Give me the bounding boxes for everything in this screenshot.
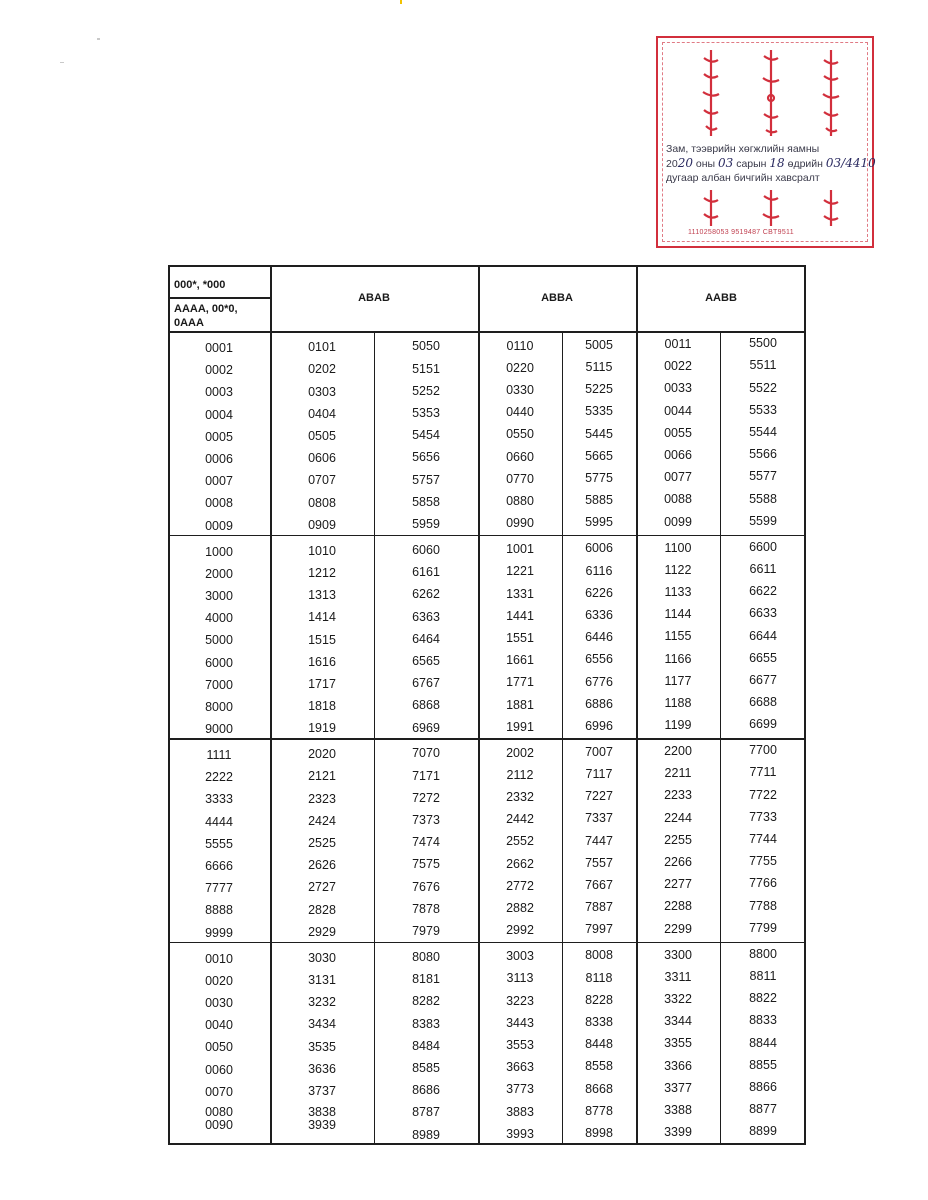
table-cell-abba-1: 2552 xyxy=(506,834,534,849)
table-cell-abab-1: 2323 xyxy=(308,791,336,806)
table-cell-first: 4444 xyxy=(205,814,233,829)
stamp-letter-number-handwritten: 03/4410 xyxy=(825,156,876,170)
table-cell-first: 3000 xyxy=(205,588,233,603)
table-cell-aabb-2: 8833 xyxy=(749,1013,777,1028)
table-cell-first: 0008 xyxy=(205,496,233,511)
table-cell-aabb-1: 3366 xyxy=(664,1058,692,1073)
table-cell-abab-1: 0808 xyxy=(308,495,336,510)
table-cell-abba-1: 3553 xyxy=(506,1037,534,1052)
table-cell-aabb-2: 5588 xyxy=(749,491,777,506)
official-stamp xyxy=(656,36,874,248)
table-cell-abab-2: 8585 xyxy=(412,1060,440,1075)
table-cell-abba-2: 7667 xyxy=(585,878,613,892)
table-cell-abab-1: 0404 xyxy=(308,406,336,421)
table-cell-abab-1: 3737 xyxy=(308,1083,336,1098)
table-cell-aabb-1: 3311 xyxy=(664,969,692,984)
table-cell-aabb-2: 8811 xyxy=(749,968,777,983)
table-cell-abba-1: 0110 xyxy=(506,338,534,353)
table-cell-aabb-1: 1177 xyxy=(664,673,692,688)
table-cell-abba-1: 3883 xyxy=(506,1104,534,1119)
table-cell-aabb-1: 2277 xyxy=(664,877,692,892)
table-cell-first: 7777 xyxy=(205,881,233,896)
table-cell-abab-2: 6565 xyxy=(412,653,440,668)
table-cell-abba-2: 8008 xyxy=(585,948,613,963)
table-cell-abba-1: 1441 xyxy=(506,608,534,623)
table-cell-abab-2: 7474 xyxy=(412,835,440,850)
table-cell-aabb-1: 2255 xyxy=(664,832,692,847)
table-cell-abba-2: 5115 xyxy=(585,360,613,374)
table-cell-aabb-1: 3377 xyxy=(664,1080,692,1095)
table-cell-aabb-1: 2211 xyxy=(664,766,692,781)
table-cell-abab-2: 6363 xyxy=(412,609,440,624)
table-cell-first: 6666 xyxy=(205,859,233,873)
table-cell-first: 4000 xyxy=(205,611,233,626)
table-cell-abba-2: 5005 xyxy=(585,337,613,352)
table-cell-abab-1: 3232 xyxy=(308,995,336,1010)
table-cell-abba-2: 8448 xyxy=(585,1037,613,1052)
table-cell-first: 0030 xyxy=(205,995,233,1010)
table-cell-abba-1: 1771 xyxy=(506,675,534,690)
table-cell-abab-1: 3131 xyxy=(308,972,336,987)
table-cell-aabb-2: 7700 xyxy=(749,743,777,758)
table-cell-abab-2: 5757 xyxy=(412,472,440,487)
table-cell-abab-1: 2727 xyxy=(308,880,336,895)
table-cell-aabb-1: 2266 xyxy=(664,855,692,869)
table-cell-aabb-1: 0033 xyxy=(664,381,692,396)
table-cell-abba-1: 2992 xyxy=(506,923,534,938)
table-cell-first: 6000 xyxy=(205,655,233,670)
table-cell-abba-1: 3443 xyxy=(506,1015,534,1030)
header-group-aabb: AABB xyxy=(705,292,737,304)
table-cell-abba-1: 2002 xyxy=(506,745,534,760)
table-cell-aabb-2: 8855 xyxy=(749,1057,777,1072)
table-cell-abab-2: 6060 xyxy=(412,542,440,557)
table-cell-abba-1: 1001 xyxy=(506,542,534,557)
table-cell-abab-2: 8787 xyxy=(412,1105,440,1120)
table-cell-aabb-1: 3399 xyxy=(664,1125,692,1140)
table-cell-abba-1: 3223 xyxy=(506,993,534,1008)
table-cell-abba-1: 1881 xyxy=(506,697,534,712)
table-cell-abab-1: 3636 xyxy=(308,1061,336,1076)
table-cell-abba-2: 8228 xyxy=(585,992,613,1007)
stamp-year-word: оны xyxy=(695,158,716,170)
stamp-day-handwritten: 18 xyxy=(769,156,785,170)
table-cell-abab-1: 1717 xyxy=(308,676,336,691)
stamp-month-word: сарын xyxy=(736,158,767,170)
table-cell-first: 8000 xyxy=(205,699,233,714)
table-cell-abba-2: 8998 xyxy=(585,1125,613,1140)
table-cell-abab-1: 0707 xyxy=(308,473,336,488)
table-cell-aabb-1: 1188 xyxy=(664,695,692,710)
table-cell-abba-1: 3003 xyxy=(506,949,534,964)
table-cell-abba-2: 8118 xyxy=(585,970,613,985)
table-cell-aabb-2: 7733 xyxy=(749,809,777,824)
table-cell-aabb-1: 2299 xyxy=(664,921,692,936)
table-cell-aabb-1: 3300 xyxy=(664,947,692,962)
table-cell-abba-1: 1221 xyxy=(506,564,534,579)
header-group-abab: ABAB xyxy=(358,292,390,304)
table-cell-abab-1: 3434 xyxy=(308,1017,336,1032)
table-cell-aabb-1: 2288 xyxy=(664,899,692,914)
table-cell-first: 5555 xyxy=(205,836,233,851)
table-cell-abab-1: 2929 xyxy=(308,924,336,939)
stamp-text-line-1: Зам, тээврийн хөгжлийн яамны xyxy=(666,143,820,155)
table-cell-abba-2: 7447 xyxy=(585,833,613,848)
table-cell-abba-1: 3773 xyxy=(506,1082,534,1097)
table-cell-abba-1: 3993 xyxy=(506,1126,534,1141)
table-cell-aabb-2: 7711 xyxy=(749,765,777,780)
table-cell-aabb-2: 5577 xyxy=(749,469,777,484)
table-cell-abba-1: 1331 xyxy=(506,586,534,601)
table-cell-aabb-1: 0066 xyxy=(664,448,692,462)
table-cell-aabb-1: 0077 xyxy=(664,470,692,485)
table-cell-aabb-1: 3388 xyxy=(664,1102,692,1117)
table-cell-abab-2: 7676 xyxy=(412,879,440,894)
table-cell-first: 0050 xyxy=(205,1040,233,1055)
table-cell-aabb-1: 0022 xyxy=(664,359,692,374)
table-cell-abba-1: 1551 xyxy=(506,630,534,645)
table-cell-first: 0002 xyxy=(205,363,233,378)
table-cell-abba-2: 7227 xyxy=(585,789,613,804)
table-cell-abab-2: 8282 xyxy=(412,994,440,1009)
table-cell-abab-1: 2525 xyxy=(308,836,336,850)
table-cell-abab-1: 1818 xyxy=(308,699,336,714)
table-cell-aabb-2: 5599 xyxy=(749,513,777,528)
table-cell-aabb-2: 7766 xyxy=(749,876,777,891)
table-cell-aabb-2: 8800 xyxy=(749,946,777,961)
table-cell-abab-2: 7878 xyxy=(412,901,440,916)
table-cell-abab-1: 3939 xyxy=(308,1117,336,1132)
table-cell-abba-1: 0770 xyxy=(506,471,534,486)
table-cell-aabb-2: 7722 xyxy=(749,787,777,802)
stamp-text-line-2 xyxy=(666,156,896,171)
table-cell-abab-2: 8484 xyxy=(412,1038,440,1053)
scan-artifact xyxy=(60,62,64,63)
table-cell-aabb-1: 3344 xyxy=(664,1014,692,1029)
table-cell-aabb-2: 6677 xyxy=(749,672,777,687)
table-cell-abab-1: 1616 xyxy=(308,654,336,669)
table-cell-abba-1: 2442 xyxy=(506,812,534,827)
table-cell-aabb-1: 1122 xyxy=(664,562,692,577)
table-cell-abab-1: 2020 xyxy=(308,747,336,762)
stamp-vertical-script-3 xyxy=(818,48,844,138)
table-cell-abab-2: 5151 xyxy=(412,361,440,376)
table-cell-aabb-2: 6655 xyxy=(749,650,777,665)
table-cell-abab-1: 3838 xyxy=(308,1104,336,1119)
stamp-vertical-script-1 xyxy=(698,48,724,138)
table-cell-aabb-2: 8866 xyxy=(749,1079,777,1094)
table-cell-aabb-2: 6699 xyxy=(749,717,777,732)
table-cell-abba-2: 7117 xyxy=(585,767,613,781)
table-cell-abab-2: 7272 xyxy=(412,790,440,805)
stamp-text xyxy=(666,142,896,185)
table-cell-abab-2: 7070 xyxy=(412,746,440,761)
table-cell-first: 0070 xyxy=(205,1084,233,1099)
stamp-month-handwritten: 03 xyxy=(718,156,734,170)
table-cell-abba-1: 2112 xyxy=(506,767,534,782)
table-border-top xyxy=(168,265,806,267)
stamp-vertical-script-6 xyxy=(818,188,844,228)
table-cell-aabb-2: 5566 xyxy=(749,447,777,462)
table-cell-abba-1: 0660 xyxy=(506,449,534,464)
table-cell-abba-2: 5225 xyxy=(585,382,613,397)
table-cell-abab-1: 2424 xyxy=(308,813,336,828)
table-cell-abab-2: 6161 xyxy=(412,565,440,580)
table-cell-abab-2: 6464 xyxy=(412,631,440,646)
table-cell-abba-2: 6776 xyxy=(585,674,613,689)
table-cell-aabb-1: 2200 xyxy=(664,744,692,758)
table-cell-abba-2: 7007 xyxy=(585,744,613,759)
table-cell-abab-2: 7171 xyxy=(412,768,440,783)
table-cell-abab-1: 1919 xyxy=(308,721,336,736)
table-cell-first: 0060 xyxy=(205,1062,233,1077)
table-cell-aabb-2: 8822 xyxy=(749,991,777,1006)
table-cell-abba-2: 6556 xyxy=(585,652,613,667)
table-cell-abba-2: 6006 xyxy=(585,541,613,556)
table-cell-first: 5000 xyxy=(205,633,233,648)
table-cell-aabb-1: 1155 xyxy=(664,629,692,644)
table-cell-abba-2: 6996 xyxy=(585,718,613,733)
stamp-year-handwritten: 20 xyxy=(677,156,693,170)
table-cell-first: 1000 xyxy=(205,544,233,559)
table-cell-first: 0040 xyxy=(205,1018,233,1033)
table-cell-aabb-1: 0099 xyxy=(664,514,692,529)
table-cell-abab-2: 8383 xyxy=(412,1016,440,1031)
table-cell-first: 0090 xyxy=(205,1117,233,1132)
table-cell-aabb-2: 6633 xyxy=(749,606,777,621)
table-cell-abab-2: 8686 xyxy=(412,1083,440,1098)
table-cell-abba-2: 7997 xyxy=(585,922,613,937)
table-cell-aabb-2: 6622 xyxy=(749,584,777,599)
stamp-text-line-3: дугаар албан бичгийн хавсралт xyxy=(666,172,820,184)
table-cell-abba-1: 3663 xyxy=(506,1060,534,1075)
table-cell-abba-2: 6336 xyxy=(585,607,613,622)
table-cell-first: 0080 xyxy=(205,1104,233,1119)
table-cell-aabb-2: 5544 xyxy=(749,425,777,439)
table-cell-abba-1: 2882 xyxy=(506,901,534,915)
table-cell-abba-1: 2332 xyxy=(506,790,534,804)
table-cell-aabb-2: 8899 xyxy=(749,1124,777,1139)
table-cell-abab-1: 2626 xyxy=(308,858,336,873)
table-cell-first: 0007 xyxy=(205,474,233,489)
table-cell-aabb-2: 6688 xyxy=(749,695,777,710)
table-cell-abba-1: 0550 xyxy=(506,427,534,442)
table-cell-abab-2: 6767 xyxy=(412,676,440,691)
table-cell-aabb-1: 0011 xyxy=(664,337,692,351)
table-cell-abab-1: 1010 xyxy=(308,543,336,558)
table-cell-abab-1: 3535 xyxy=(308,1039,336,1054)
table-cell-aabb-1: 0055 xyxy=(664,425,692,440)
table-cell-aabb-2: 5511 xyxy=(749,358,777,373)
table-cell-aabb-1: 3355 xyxy=(664,1036,692,1051)
table-cell-first: 7000 xyxy=(205,677,233,692)
table-cell-aabb-2: 6644 xyxy=(749,628,777,643)
header-first-col-bottom: AAAA, 00*0, 0AAA xyxy=(174,303,238,329)
table-cell-first: 2222 xyxy=(205,770,233,785)
scan-artifact xyxy=(97,38,100,40)
table-cell-first: 0001 xyxy=(205,341,233,355)
table-cell-aabb-2: 6611 xyxy=(749,561,777,576)
table-cell-abab-2: 5353 xyxy=(412,406,440,420)
table-cell-aabb-1: 2233 xyxy=(664,788,692,803)
table-cell-aabb-1: 2244 xyxy=(664,810,692,825)
stamp-vertical-script-2 xyxy=(758,48,784,138)
table-cell-abba-2: 8558 xyxy=(585,1059,613,1074)
table-cell-first: 0010 xyxy=(205,951,233,966)
table-cell-first: 8888 xyxy=(205,903,233,918)
table-cell-abab-1: 0909 xyxy=(308,517,336,532)
table-cell-abba-1: 2662 xyxy=(506,856,534,871)
table-cell-first: 9000 xyxy=(205,722,233,737)
table-cell-abba-1: 1991 xyxy=(506,719,534,734)
table-cell-abab-2: 6262 xyxy=(412,587,440,602)
table-cell-abba-2: 5775 xyxy=(585,471,613,485)
table-cell-abab-2: 8080 xyxy=(412,949,440,964)
stamp-vertical-script-4 xyxy=(698,188,724,228)
table-cell-abab-1: 1414 xyxy=(308,610,336,625)
table-cell-abba-1: 2772 xyxy=(506,878,534,893)
table-cell-abab-1: 0202 xyxy=(308,362,336,377)
table-cell-abab-1: 3030 xyxy=(308,950,336,965)
table-cell-abab-2: 6969 xyxy=(412,720,440,735)
table-cell-abab-1: 0606 xyxy=(308,451,336,466)
stamp-footer-numbers: 1110258053 9519487 CBT9511 xyxy=(688,229,794,236)
table-cell-aabb-1: 1199 xyxy=(664,718,692,733)
table-cell-abab-1: 0101 xyxy=(308,340,336,355)
table-cell-aabb-2: 7788 xyxy=(749,898,777,913)
table-cell-abba-1: 0440 xyxy=(506,405,534,420)
table-cell-abab-2: 5858 xyxy=(412,494,440,509)
table-cell-abba-2: 6886 xyxy=(585,696,613,711)
table-cell-first: 3333 xyxy=(205,792,233,807)
table-cell-abab-1: 2121 xyxy=(308,769,336,784)
table-cell-first: 0004 xyxy=(205,407,233,422)
table-cell-abba-1: 0990 xyxy=(506,516,534,531)
table-border-right xyxy=(804,265,806,1145)
table-cell-abab-2: 7979 xyxy=(412,924,440,938)
table-cell-abba-2: 6446 xyxy=(585,630,613,645)
table-cell-abab-1: 1313 xyxy=(308,588,336,603)
table-cell-abab-2: 7373 xyxy=(412,813,440,827)
table-cell-aabb-1: 1166 xyxy=(664,651,692,666)
table-cell-first: 0003 xyxy=(205,385,233,400)
table-cell-abba-1: 3113 xyxy=(506,971,534,986)
table-cell-aabb-1: 0088 xyxy=(664,492,692,507)
table-cell-first: 0005 xyxy=(205,429,233,444)
table-cell-abab-1: 0505 xyxy=(308,429,336,443)
table-cell-abab-2: 6868 xyxy=(412,698,440,713)
table-cell-aabb-1: 1144 xyxy=(664,607,692,622)
table-cell-aabb-2: 8877 xyxy=(749,1102,777,1117)
table-cell-abba-1: 0330 xyxy=(506,383,534,397)
table-cell-abab-2: 5959 xyxy=(412,517,440,531)
table-cell-first: 9999 xyxy=(205,925,233,940)
table-cell-aabb-1: 3322 xyxy=(664,991,692,1006)
table-cell-abba-2: 5995 xyxy=(585,515,613,530)
table-cell-abba-2: 6226 xyxy=(585,585,613,600)
table-cell-first: 2000 xyxy=(205,566,233,581)
table-cell-abba-2: 8338 xyxy=(585,1014,613,1029)
table-cell-abba-2: 7887 xyxy=(585,900,613,915)
table-cell-aabb-2: 5533 xyxy=(749,402,777,417)
table-cell-abab-2: 5050 xyxy=(412,339,440,354)
table-cell-aabb-1: 1133 xyxy=(664,584,692,599)
table-cell-abab-2: 5656 xyxy=(412,450,440,465)
table-cell-abab-1: 2828 xyxy=(308,902,336,917)
table-cell-first: 0020 xyxy=(205,973,233,988)
stamp-day-word: өдрийн xyxy=(787,158,823,170)
table-cell-aabb-2: 7744 xyxy=(749,832,777,846)
table-cell-aabb-1: 1100 xyxy=(664,540,692,555)
table-cell-abab-1: 1212 xyxy=(308,565,336,580)
table-cell-abba-1: 0880 xyxy=(506,494,534,508)
table-cell-abab-2: 7575 xyxy=(412,857,440,872)
header-divider-first-col xyxy=(168,297,270,299)
table-cell-abab-2: 8181 xyxy=(412,972,440,987)
table-cell-first: 0009 xyxy=(205,518,233,533)
stamp-year-prefix: 20 xyxy=(666,158,678,170)
table-cell-abba-2: 7337 xyxy=(585,811,613,826)
table-cell-abba-2: 8778 xyxy=(585,1103,613,1118)
table-cell-aabb-2: 8844 xyxy=(749,1035,777,1050)
table-cell-abba-2: 5445 xyxy=(585,426,613,441)
table-cell-abab-2: 5252 xyxy=(412,383,440,398)
table-cell-abba-2: 8668 xyxy=(585,1081,613,1096)
table-cell-abab-1: 0303 xyxy=(308,384,336,399)
table-cell-aabb-2: 7755 xyxy=(749,854,777,869)
header-first-col-top: 000*, *000 xyxy=(174,279,226,291)
table-cell-aabb-2: 5522 xyxy=(749,380,777,395)
table-cell-abba-1: 0220 xyxy=(506,360,534,375)
table-cell-abba-2: 7557 xyxy=(585,855,613,870)
table-cell-first: 1111 xyxy=(206,748,232,762)
table-cell-aabb-2: 6600 xyxy=(749,539,777,554)
stamp-vertical-script-5 xyxy=(758,188,784,228)
table-cell-abba-2: 5335 xyxy=(585,404,613,419)
table-cell-aabb-2: 7799 xyxy=(749,920,777,935)
table-cell-abba-2: 6116 xyxy=(585,563,613,578)
table-cell-abba-2: 5885 xyxy=(585,493,613,508)
number-pattern-table xyxy=(168,265,806,1145)
table-cell-aabb-1: 0044 xyxy=(664,403,692,418)
scan-artifact xyxy=(400,0,402,4)
table-cell-abba-2: 5665 xyxy=(585,448,613,463)
table-cell-abab-1: 1515 xyxy=(308,632,336,647)
table-cell-abab-2: 8989 xyxy=(412,1127,440,1142)
header-group-abba: ABBA xyxy=(541,292,573,304)
table-cell-aabb-2: 5500 xyxy=(749,336,777,351)
table-cell-abab-2: 5454 xyxy=(412,428,440,443)
table-cell-first: 0006 xyxy=(205,452,233,466)
table-cell-abba-1: 1661 xyxy=(506,653,534,668)
